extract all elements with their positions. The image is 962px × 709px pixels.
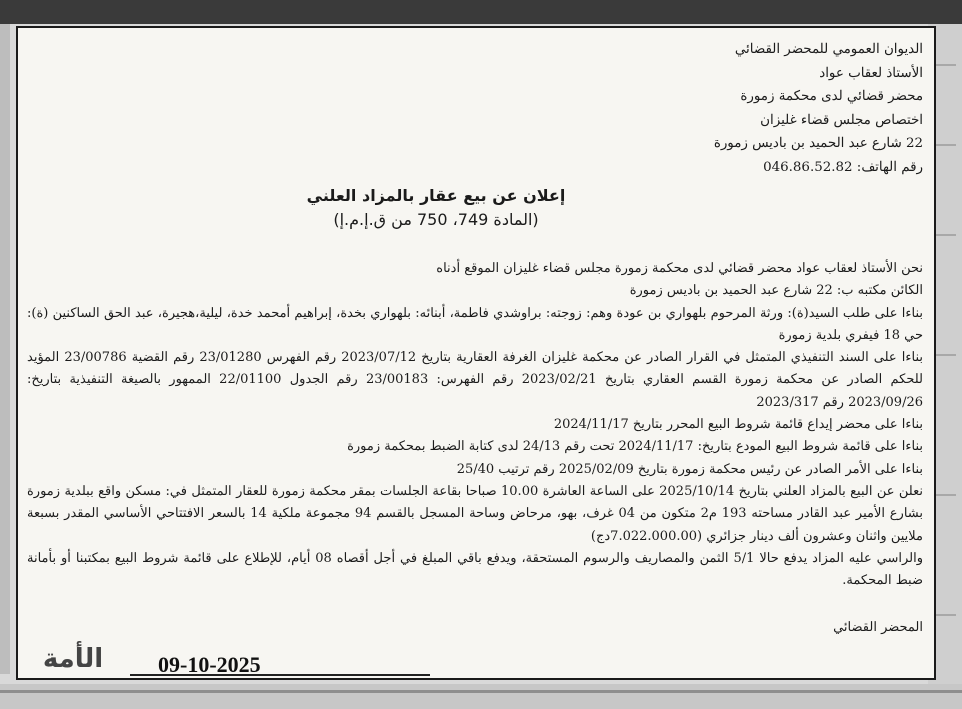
header-line: 22 شارع عبد الحميد بن باديس زمورة [713, 136, 923, 151]
notice-body [27, 258, 923, 592]
notice-subtitle: (المادة 749، 750 من ق.إ.م.إ) [333, 210, 539, 229]
signature: المحضر القضائي [833, 620, 923, 635]
body-paragraph: نحن الأستاذ لعقاب عواد محضر قضائي لدى محكمة زمورة مجلس قضاء غليزان الموقع أدناه [436, 261, 923, 276]
header-line: رقم الهاتف: 046.86.52.82 [763, 159, 923, 175]
body-paragraph: الكائن مكتبه ب: 22 شارع عبد الحميد بن باديس زمورة [629, 283, 923, 299]
divider [0, 690, 962, 693]
publication-date: 09-10-2025 [158, 652, 261, 677]
header-line: اختصاص مجلس قضاء غليزان [760, 112, 923, 128]
left-page-edge [0, 24, 10, 674]
body-paragraph: نعلن عن البيع بالمزاد العلني بتاريخ 2025/10/14 على الساعة العاشرة 10.00 صباحا بقاعة الجلسات بمقر محكمة زمورة للعقار المتمثل في: مسكن واقع ببلدية زمورة بشارع الأمير عبد القادر مساحته 193 م2 متكون من 04 غرف، بهو، مرحاض وساحة المسجل بالقسم 94 مجموعة ملكية 14 بالسعر الافتتاحي الأساسي المقدر بسبعة ملايين واثنان وعشرون ألف دينار جزائري (7.022.000.00دج) [27, 483, 924, 544]
legal-notice [16, 26, 936, 680]
notice-header [403, 38, 923, 179]
body-paragraph: بناءا على طلب السيد(ة): ورثة المرحوم بلهواري بن عودة وهم: زوجته: براوشدي فاطمة، أبنائه: بلهواري بخدة، إبراهيم أمحمد خدة، ليلية،هجيرة، عبد الحق الساكنين (ة): حي 18 فيفري بلدية زمورة [27, 305, 923, 343]
newspaper-logo: الأمة [42, 644, 104, 674]
body-paragraph: بناءا على السند التنفيذي المتمثل في القرار الصادر عن محكمة غليزان الغرفة العقارية بتاريخ 2023/07/12 رقم الفهرس 23/01280 رقم القضية 23/00786 المؤيد للحكم الصادر عن محكمة زمورة القسم العقاري بتاريخ 2023/02/21 رقم الفهرس: 23/00183 رقم الجدول 22/01100 الممهور بالصيغة التنفيذية بتاريخ: 2023/09/26 رقم 2023/317 [27, 350, 923, 410]
header-line: محضر قضائي لدى محكمة زمورة [740, 89, 923, 104]
header-line: الديوان العمومي للمحضر القضائي [734, 42, 923, 57]
body-paragraph: بناءا على الأمر الصادر عن رئيس محكمة زمورة بتاريخ 2025/02/09 رقم ترتيب 25/40 [456, 461, 923, 477]
top-bar [0, 0, 962, 24]
notice-title: إعلان عن بيع عقار بالمزاد العلني [306, 186, 566, 205]
body-paragraph: بناءا على محضر إيداع قائمة شروط البيع المحرر بتاريخ 2024/11/17 [553, 417, 923, 433]
header-line: الأستاذ لعقاب عواد [819, 65, 923, 81]
body-paragraph: والراسي عليه المزاد يدفع حالا 5/1 الثمن والمصاريف والرسوم المستحقة، ويدفع باقي المبلغ في أجل أقصاه 08 أيام، للإطلاع على قائمة شروط البيع بمكتبنا أو بأمانة ضبط المحكمة. [27, 550, 923, 589]
bottom-band [0, 684, 962, 709]
body-paragraph: بناءا على قائمة شروط البيع المودع بتاريخ: 2024/11/17 تحت رقم 24/13 لدى كتابة الضبط بمحكمة زمورة [347, 439, 923, 455]
